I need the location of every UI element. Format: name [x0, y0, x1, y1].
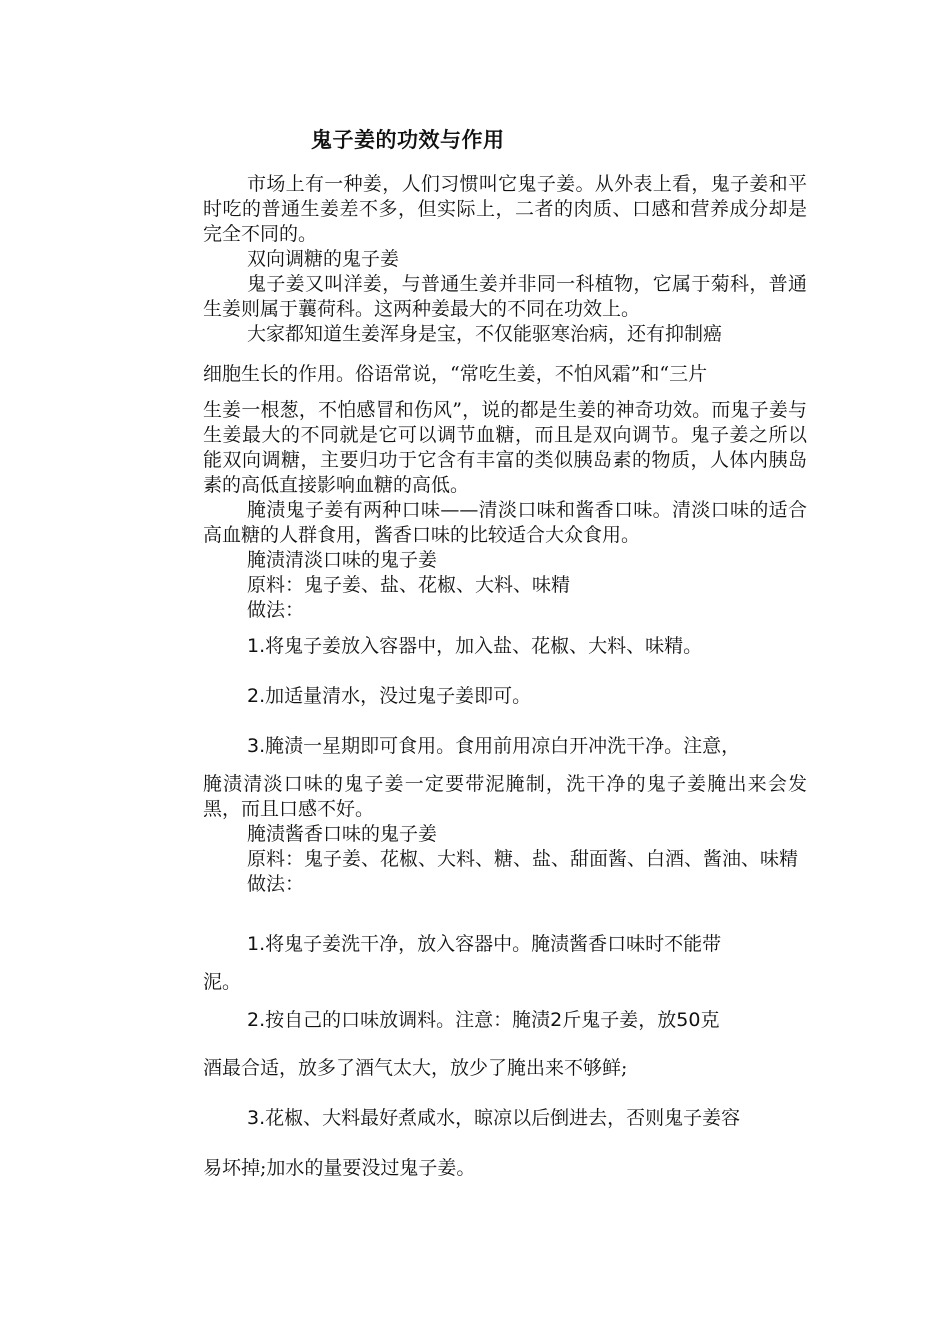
quantity-grams: 50 [676, 1009, 701, 1031]
step-sauce-1 [203, 932, 807, 957]
step-text: 加适量清水，没过鬼子姜即可。 [265, 685, 532, 707]
ingredients-sauce: 原料：鬼子姜、花椒、大料、糖、盐、甜面酱、白酒、酱油、味精 [247, 848, 799, 870]
paragraph-ginger-benefits-rest [203, 398, 807, 623]
step-text: 腌渍一星期即可食用。食用前用凉白开冲洗干净。注意， [265, 735, 741, 757]
step-text: 克 [700, 1009, 720, 1031]
section-heading-sauce: 腌渍酱香口味的鬼子姜 [247, 823, 438, 845]
step-number: 1. [247, 933, 266, 955]
paragraph-ginger-family: 鬼子姜又叫洋姜，与普通生姜并非同一科植物，它属于菊科，普通生姜则属于蘘荷科。这两种姜最大的不同在功效上。 [203, 273, 807, 320]
method-label-light: 做法： [247, 599, 305, 621]
step-text-continued: 腌渍清淡口味的鬼子姜一定要带泥腌制，洗干净的鬼子姜腌出来会发黑，而且口感不好。 [203, 773, 807, 820]
step-text-continued: 酒最合适，放多了酒气太大，放少了腌出来不够鲜; [203, 1057, 628, 1079]
method-label-sauce: 做法： [247, 873, 305, 895]
step-light-1 [203, 634, 807, 659]
ingredients-light: 原料：鬼子姜、盐、花椒、大料、味精 [247, 574, 571, 596]
step-text: 斤鬼子姜，放 [562, 1009, 677, 1031]
paragraph-ginger-benefits-line1 [203, 322, 807, 347]
benefits-rest: 生姜一根葱，不怕感冒和伤风”，说的都是生姜的神奇功效。而鬼子姜与生姜最大的不同就是它可以调节血糖，而且是双向调节。鬼子姜之所以能双向调糖，主要归功于它含有丰富的类似胰岛素的物质，人体内胰岛素的高低直接影响血糖的高低。 [203, 399, 807, 496]
step-text-continued: 泥。 [203, 971, 242, 993]
step-sauce-1-cont [203, 970, 807, 995]
step-sauce-3-cont [203, 1156, 807, 1181]
step-text-continued: 易坏掉;加水的量要没过鬼子姜。 [203, 1157, 476, 1179]
step-text: 将鬼子姜放入容器中，加入盐、花椒、大料、味精。 [265, 635, 703, 657]
step-sauce-2 [203, 1008, 807, 1033]
intro-paragraph: 市场上有一种姜，人们习惯叫它鬼子姜。从外表上看，鬼子姜和平时吃的普通生姜差不多，但实际上，二者的肉质、口感和营养成分却是完全不同的。 [203, 173, 807, 245]
step-number: 3. [247, 1107, 266, 1129]
benefits-line-1: 大家都知道生姜浑身是宝，不仅能驱寒治病，还有抑制癌 [247, 323, 723, 345]
step-number: 1. [247, 635, 266, 657]
section-heading-light: 腌渍清淡口味的鬼子姜 [247, 549, 438, 571]
paragraph-two-flavors: 腌渍鬼子姜有两种口味——清淡口味和酱香口味。清淡口味的适合高血糖的人群食用，酱香口味的比较适合大众食用。 [203, 499, 807, 546]
step-light-2 [203, 684, 807, 709]
step-number: 2. [247, 1009, 266, 1031]
step-sauce-3 [203, 1106, 807, 1131]
quantity-jin: 2 [550, 1009, 563, 1031]
step-light-3-cont [203, 772, 807, 897]
step-text: 将鬼子姜洗干净，放入容器中。腌渍酱香口味时不能带 [265, 933, 722, 955]
step-light-3 [203, 734, 807, 759]
benefits-line-2: 细胞生长的作用。俗语常说，“常吃生姜，不怕风霜”和“三片 [203, 363, 708, 385]
section-heading-sugar: 双向调糖的鬼子姜 [247, 248, 400, 270]
step-text: 按自己的口味放调料。注意：腌渍 [265, 1009, 551, 1031]
step-number: 3. [247, 735, 266, 757]
step-sauce-2-cont [203, 1056, 807, 1081]
step-text: 花椒、大料最好煮咸水，晾凉以后倒进去，否则鬼子姜容 [265, 1107, 741, 1129]
body-block-1 [203, 172, 807, 322]
paragraph-ginger-benefits-line2 [203, 362, 807, 387]
step-number: 2. [247, 685, 266, 707]
page-title: 鬼子姜的功效与作用 [311, 127, 505, 152]
